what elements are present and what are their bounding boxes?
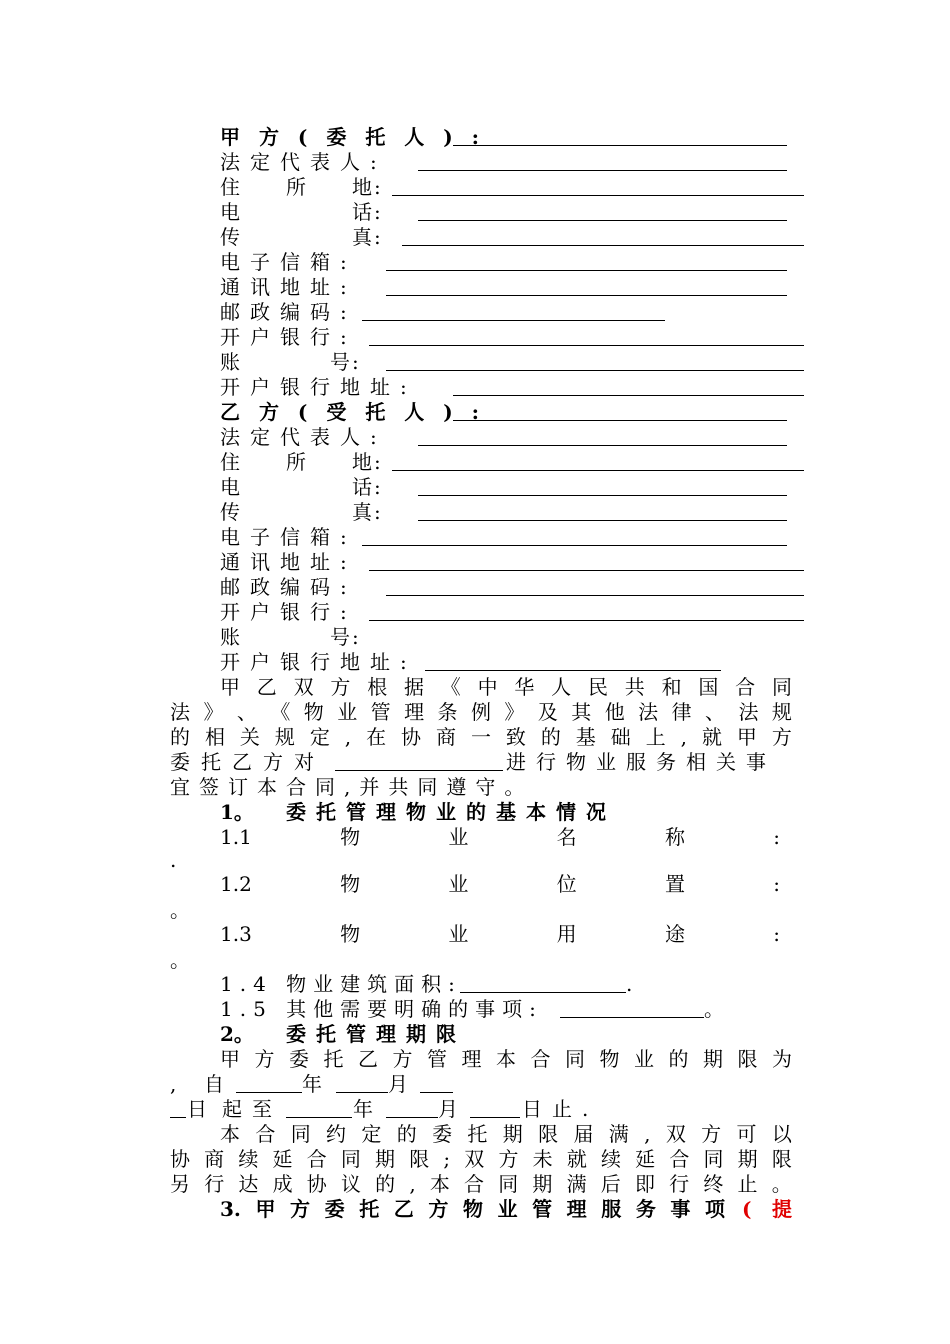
char: 和 (661, 675, 682, 699)
item-1-3-tail: 。 (170, 948, 190, 972)
preamble-line-5: 宜签订本合同,并共同遵守。 (170, 775, 534, 799)
char: 物 (462, 1197, 483, 1221)
char: 》 (203, 700, 224, 724)
char: 协 (306, 1172, 327, 1196)
start-month-label: 月 (388, 1072, 408, 1096)
char: , (680, 725, 688, 749)
char: 、 (705, 700, 725, 724)
char: 托 (359, 1197, 380, 1221)
party-a-account-blank[interactable] (386, 370, 804, 371)
term-from-label: 自 (204, 1072, 224, 1096)
char: 物 (340, 872, 361, 896)
char: 定 (361, 1122, 382, 1146)
char: 乙 (358, 1047, 378, 1071)
char: 商 (204, 1147, 225, 1171)
section-1-number: 1。 (220, 800, 254, 824)
char: 方 (498, 1147, 519, 1171)
char: 名 (556, 825, 577, 849)
char: 期 (737, 1147, 758, 1171)
char: 》 (504, 700, 525, 724)
char: 用 (556, 922, 577, 946)
char: 条 (437, 700, 458, 724)
char: 期 (532, 1172, 553, 1196)
item-1-2-tail: 。 (170, 898, 190, 922)
section-2-heading: 委托管理期限 (286, 1022, 466, 1046)
char: 业 (497, 1197, 518, 1221)
char: 法 (638, 700, 659, 724)
party-a-bank-address-label: 开户银行地址: (220, 375, 417, 399)
party-b-phone-label: 电 话: (220, 475, 383, 499)
char: 后 (600, 1172, 621, 1196)
char: 方 (428, 1197, 449, 1221)
party-a-legal-rep-blank[interactable] (418, 170, 787, 171)
char: 甲 (220, 1047, 240, 1071)
char: 方 (254, 1047, 275, 1071)
section-2-number: 2。 (220, 1022, 254, 1046)
char: 即 (634, 1172, 655, 1196)
char: 行 (669, 1172, 690, 1196)
preamble-line-3 (170, 725, 792, 750)
char: 《 (270, 700, 291, 724)
item-1-1-tail: . (170, 848, 177, 872)
char: 的 (668, 1047, 689, 1071)
party-b-bank-label: 开户银行: (220, 600, 357, 624)
char: 业 (337, 700, 358, 724)
char: 服 (601, 1197, 622, 1221)
start-day-blank-2[interactable] (170, 1117, 186, 1118)
char: 限 (538, 1122, 559, 1146)
char: 物 (599, 1047, 620, 1071)
char: 。 (771, 1172, 792, 1196)
party-b-mail-address-label: 通讯地址: (220, 550, 357, 574)
char: 方 (771, 725, 792, 749)
char: 达 (238, 1172, 259, 1196)
char: 置 (664, 872, 685, 896)
item-1-4-tail: . (626, 972, 633, 996)
party-a-email-label: 电子信箱: (220, 250, 357, 274)
char: 甲 (255, 1197, 276, 1221)
char: 础 (610, 725, 631, 749)
char: 位 (556, 872, 577, 896)
party-b-legal-rep-label: 法定代表人: (220, 425, 387, 449)
char: 物 (340, 825, 361, 849)
char: 共 (624, 675, 645, 699)
char: 双 (293, 675, 314, 699)
char: 可 (736, 1122, 757, 1146)
char: 规 (771, 700, 792, 724)
char: 管 (532, 1197, 553, 1221)
char: 民 (587, 675, 608, 699)
item-1-5-tail: 。 (704, 997, 724, 1021)
char: 限 (737, 1047, 758, 1071)
party-b-email-label: 电子信箱: (220, 525, 357, 549)
party-b-title: 乙 方 ( 受 托 人 ) : (220, 400, 486, 424)
char: 人 (551, 675, 572, 699)
party-a-name-blank[interactable] (453, 145, 787, 146)
char: 相 (204, 725, 225, 749)
char: 约 (326, 1122, 347, 1146)
char: 协 (170, 1147, 190, 1171)
renewal-line-2 (170, 1147, 792, 1172)
char: 本 (220, 1122, 240, 1146)
party-b-bank-address-label: 开户银行地址: (220, 650, 417, 674)
party-a-mail-address-blank[interactable] (386, 295, 787, 296)
char: 同 (565, 1047, 585, 1071)
party-b-email-blank[interactable] (362, 545, 787, 546)
char: 合 (735, 675, 756, 699)
party-a-bank-label: 开户银行: (220, 325, 357, 349)
start-day-label: 日 (187, 1097, 207, 1121)
party-b-phone-blank[interactable] (418, 495, 787, 496)
item-1-2-property-location (220, 872, 780, 897)
char: 委 (432, 1122, 453, 1146)
char: 以 (771, 1122, 792, 1146)
char: 致 (505, 725, 526, 749)
char: 合 (530, 1047, 551, 1071)
char: 续 (238, 1147, 259, 1171)
char: 委 (324, 1197, 345, 1221)
char: 方 (330, 675, 351, 699)
party-a-postcode-label: 邮政编码: (220, 300, 357, 324)
char: 期 (375, 1147, 396, 1171)
char: 称 (664, 825, 685, 849)
char: ; (443, 1147, 451, 1171)
renewal-line-1 (220, 1122, 792, 1147)
char: 上 (645, 725, 666, 749)
char: 在 (366, 725, 387, 749)
start-year-label: 年 (302, 1072, 322, 1096)
char: 的 (170, 725, 190, 749)
char: 届 (573, 1122, 594, 1146)
preamble-line-4b: 进行物业服务相关事 (506, 750, 776, 774)
char: 的 (396, 1122, 417, 1146)
char: 物 (340, 922, 361, 946)
char: 合 (669, 1147, 690, 1171)
char: 乙 (256, 675, 277, 699)
char: : (773, 922, 780, 946)
item-1-3-property-use (220, 922, 780, 947)
char: 成 (272, 1172, 293, 1196)
party-b-legal-rep-blank[interactable] (418, 445, 787, 446)
char: 业 (448, 922, 469, 946)
char: 甲 (736, 725, 757, 749)
char: 物 (303, 700, 324, 724)
party-b-bank-blank[interactable] (369, 620, 804, 621)
char: 同 (771, 675, 792, 699)
party-a-bank-blank[interactable] (369, 345, 804, 346)
party-b-mail-address-blank[interactable] (369, 570, 804, 571)
char: 法 (738, 700, 759, 724)
end-day-label: 日止. (522, 1097, 599, 1121)
char: 项 (704, 1197, 725, 1221)
char: 理 (404, 700, 425, 724)
char: 延 (272, 1147, 293, 1171)
char: 基 (575, 725, 596, 749)
char: : (773, 872, 780, 896)
char: 终 (703, 1172, 724, 1196)
renewal-line-3 (170, 1172, 792, 1197)
party-a-fax-label: 传 真: (220, 225, 383, 249)
char: 1.3 (220, 922, 252, 946)
char: 托 (467, 1122, 488, 1146)
char: , (344, 725, 352, 749)
char: 期 (703, 1047, 723, 1071)
end-day-blank[interactable] (470, 1117, 520, 1118)
char: 限 (409, 1147, 430, 1171)
char: 议 (340, 1172, 361, 1196)
char: 期 (502, 1122, 523, 1146)
char: 根 (367, 675, 388, 699)
char: 华 (514, 675, 535, 699)
char: 《 (440, 675, 461, 699)
end-year-label: 年 (353, 1097, 373, 1121)
section-1-heading: 委托管理物业的基本情况 (286, 800, 616, 824)
start-day-blank-1[interactable] (420, 1092, 453, 1093)
party-a-title: 甲 方 ( 委 托 人 ) : (220, 125, 486, 149)
item-1-5-label: 1.5 其他需要明确的事项: (220, 997, 543, 1021)
party-b-address-blank[interactable] (392, 470, 804, 471)
char: ( (742, 1197, 752, 1221)
char: 、 (236, 700, 257, 724)
char: 1.2 (220, 872, 252, 896)
party-b-fax-label: 传 真: (220, 500, 383, 524)
party-a-phone-label: 电 话: (220, 200, 383, 224)
char: 其 (571, 700, 592, 724)
char: 双 (665, 1122, 686, 1146)
party-b-postcode-blank[interactable] (386, 595, 804, 596)
char: 规 (274, 725, 295, 749)
char: 同 (340, 1147, 361, 1171)
char: 1.1 (220, 825, 252, 849)
char: 方 (392, 1047, 413, 1071)
char: 未 (532, 1147, 553, 1171)
party-b-name-blank[interactable] (453, 420, 787, 421)
char: 满 (608, 1122, 629, 1146)
char: 方 (290, 1197, 311, 1221)
char: 管 (427, 1047, 447, 1071)
char: 理 (461, 1047, 482, 1071)
term-from-to: 起至 (222, 1097, 282, 1121)
start-month-blank[interactable] (336, 1092, 388, 1093)
char: 业 (448, 825, 469, 849)
end-month-blank[interactable] (386, 1117, 438, 1118)
char: 委 (289, 1047, 309, 1071)
start-year-blank[interactable] (236, 1092, 302, 1093)
party-a-mail-address-label: 通讯地址: (220, 275, 357, 299)
party-a-legal-rep-label: 法定代表人: (220, 150, 387, 174)
party-a-address-blank[interactable] (392, 195, 804, 196)
char: 合 (255, 1122, 276, 1146)
building-area-blank[interactable] (460, 992, 626, 993)
char: 国 (698, 675, 719, 699)
char: : (773, 825, 780, 849)
party-b-postcode-label: 邮政编码: (220, 575, 357, 599)
preamble-line-1 (220, 675, 792, 700)
char: 一 (470, 725, 491, 749)
char: 甲 (220, 675, 240, 699)
preamble-line-4a: 委托乙方对 (170, 750, 325, 774)
party-b-address-label: 住 所 地: (220, 450, 383, 474)
char: 合 (306, 1147, 327, 1171)
char: 及 (537, 700, 558, 724)
char: 中 (477, 675, 498, 699)
char: 同 (703, 1147, 724, 1171)
char: 就 (566, 1147, 587, 1171)
party-a-fax-blank[interactable] (402, 245, 804, 246)
char: 提 (772, 1197, 792, 1221)
char: 途 (664, 922, 685, 946)
item-1-4-label: 1.4 物业建筑面积: (220, 972, 462, 996)
party-a-postcode-blank[interactable] (362, 320, 665, 321)
char: 法 (170, 700, 190, 724)
char: 关 (239, 725, 260, 749)
party-b-fax-blank[interactable] (418, 520, 787, 521)
term-line-1 (220, 1047, 792, 1072)
char: 管 (370, 700, 391, 724)
char: 务 (635, 1197, 656, 1221)
char: 双 (464, 1147, 485, 1171)
char: 的 (375, 1172, 396, 1196)
char: 为 (772, 1047, 792, 1071)
other-matters-blank[interactable] (560, 1017, 704, 1018)
char: 托 (323, 1047, 344, 1071)
char: 同 (498, 1172, 519, 1196)
party-a-address-label: 住 所 地: (220, 175, 383, 199)
char: , (644, 1122, 651, 1146)
end-month-label: 月 (438, 1097, 458, 1121)
char: 据 (403, 675, 424, 699)
char: , (409, 1172, 416, 1196)
char: 例 (470, 700, 491, 724)
char: 他 (604, 700, 625, 724)
party-a-email-blank[interactable] (386, 270, 787, 271)
char: 合 (464, 1172, 485, 1196)
party-a-bank-address-blank[interactable] (453, 395, 804, 396)
char: 的 (540, 725, 561, 749)
party-b-account-label: 账 号: (220, 625, 361, 649)
char: 同 (290, 1122, 311, 1146)
char: 止 (737, 1172, 758, 1196)
preamble-line-2 (170, 700, 792, 725)
char: 协 (401, 725, 422, 749)
char: 业 (634, 1047, 654, 1071)
property-name-blank[interactable] (335, 770, 503, 771)
char: 理 (566, 1197, 587, 1221)
char: 事 (670, 1197, 691, 1221)
item-1-1-property-name (220, 825, 780, 850)
char: 就 (701, 725, 722, 749)
char: 律 (671, 700, 692, 724)
char: 行 (204, 1172, 225, 1196)
char: 业 (448, 872, 469, 896)
char: 本 (429, 1172, 450, 1196)
char: 延 (635, 1147, 656, 1171)
party-b-bank-address-blank[interactable] (425, 670, 721, 671)
section-3-heading-red (742, 1197, 792, 1222)
char: 本 (496, 1047, 516, 1071)
char: 限 (771, 1147, 792, 1171)
char: 3. (220, 1197, 241, 1221)
char: 商 (435, 725, 456, 749)
char: 定 (309, 725, 330, 749)
char: 满 (566, 1172, 587, 1196)
char: 方 (701, 1122, 722, 1146)
section-3-heading (220, 1197, 725, 1222)
char: 另 (170, 1172, 190, 1196)
char: 乙 (393, 1197, 414, 1221)
party-a-account-label: 账 号: (220, 350, 361, 374)
char: 续 (600, 1147, 621, 1171)
end-year-blank[interactable] (286, 1117, 352, 1118)
term-comma: , (170, 1072, 177, 1096)
party-a-phone-blank[interactable] (418, 220, 787, 221)
